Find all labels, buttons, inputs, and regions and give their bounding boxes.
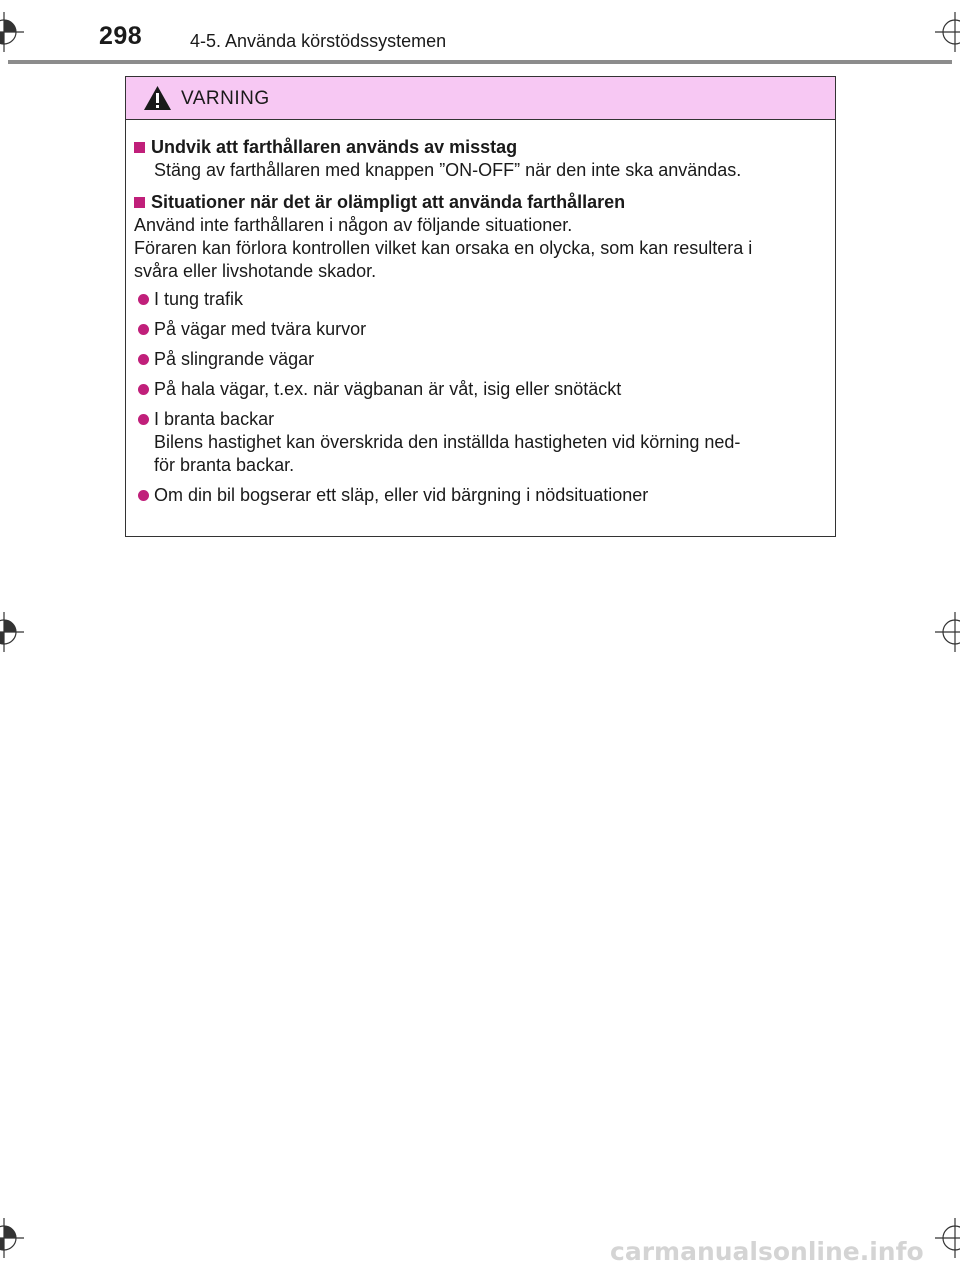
body-text: Använd inte farthållaren i någon av följande situationer.	[134, 215, 573, 235]
page-number: 298	[99, 22, 143, 50]
list-item-text: Bilens hastighet kan överskrida den inställda hastigheten vid körning ned-	[154, 432, 741, 452]
list-item	[138, 484, 825, 507]
square-bullet-icon	[134, 142, 145, 153]
bullet-list	[134, 288, 825, 507]
section-heading	[134, 136, 825, 159]
list-item-text: På slingrande vägar	[154, 349, 315, 369]
header-rule	[8, 60, 952, 64]
body-text: Stäng av farthållaren med knappen ”ON-OFF” när den inte ska användas.	[154, 160, 742, 180]
list-item	[138, 378, 825, 401]
warning-title: VARNING	[181, 88, 270, 109]
list-item	[138, 348, 825, 371]
list-item-text: I branta backar	[154, 409, 275, 429]
registration-mark-icon	[935, 12, 960, 52]
list-item-text: På vägar med tvära kurvor	[154, 319, 367, 339]
round-bullet-icon	[138, 294, 149, 305]
round-bullet-icon	[138, 384, 149, 395]
list-item	[138, 408, 825, 477]
registration-mark-icon	[0, 1218, 24, 1258]
body-text: Föraren kan förlora kontrollen vilket kan orsaka en olycka, som kan resultera i	[134, 238, 753, 258]
registration-mark-icon	[0, 612, 24, 652]
round-bullet-icon	[138, 354, 149, 365]
warning-section	[134, 136, 825, 182]
section-heading-text: Situationer när det är olämpligt att använda farthållaren	[151, 192, 626, 212]
square-bullet-icon	[134, 197, 145, 208]
list-item-text: Om din bil bogserar ett släp, eller vid bärgning i nödsituationer	[154, 485, 649, 505]
registration-mark-icon	[0, 12, 24, 52]
body-text: svåra eller livshotande skador.	[134, 261, 377, 281]
section-title: 4-5. Använda körstödssystemen	[190, 31, 447, 51]
warning-body	[126, 120, 835, 507]
svg-text:carmanualsonline.info: carmanualsonline.info	[610, 1237, 924, 1266]
warning-header	[126, 77, 835, 120]
round-bullet-icon	[138, 490, 149, 501]
list-item	[138, 318, 825, 341]
section-heading-text: Undvik att farthållaren används av misstag	[151, 137, 518, 157]
section-heading	[134, 191, 825, 214]
warning-triangle-icon	[143, 85, 172, 111]
round-bullet-icon	[138, 414, 149, 425]
registration-mark-icon	[935, 612, 960, 652]
watermark-logo	[610, 1232, 950, 1272]
list-item	[138, 288, 825, 311]
warning-box	[125, 76, 836, 537]
warning-section	[134, 191, 825, 507]
list-item-text: för branta backar.	[154, 455, 295, 475]
round-bullet-icon	[138, 324, 149, 335]
list-item-text: I tung trafik	[154, 289, 244, 309]
list-item-text: På hala vägar, t.ex. när vägbanan är våt, isig eller snötäckt	[154, 379, 622, 399]
